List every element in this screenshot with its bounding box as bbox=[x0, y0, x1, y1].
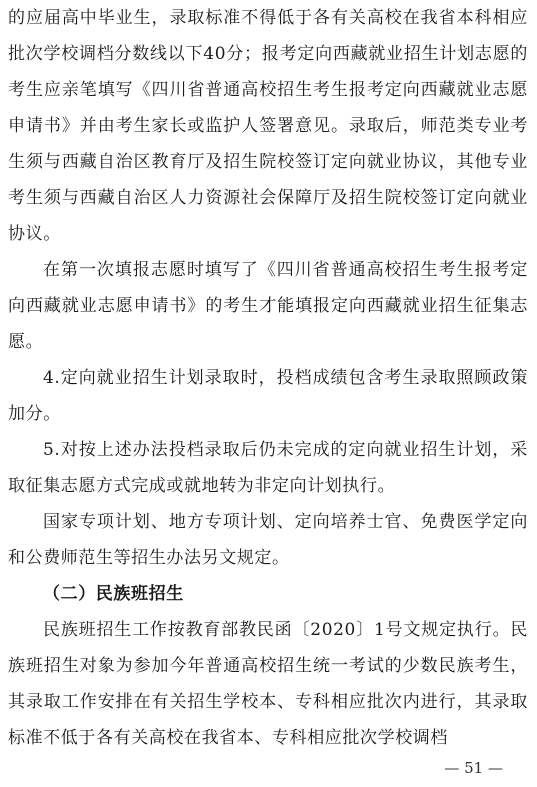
section-heading: （二）民族班招生 bbox=[43, 584, 184, 604]
paragraph-special-plans: 国家专项计划、地方专项计划、定向培养士官、免费医学定向和公费师范生等招生办法另文规定。 bbox=[8, 512, 528, 568]
paragraph-first-choice-note: 在第一次填报志愿时填写了《四川省普通高校招生考生报考定向西藏就业志愿申请书》的考生才能填报定向西藏就业招生征集志愿。 bbox=[8, 260, 528, 352]
paragraph-item-4: 4.定向就业招生计划录取时，投档成绩包含考生录取照顾政策加分。 bbox=[8, 368, 528, 424]
paragraph-continuation: 的应届高中毕业生，录取标准不得低于各有关高校在我省本科相应批次学校调档分数线以下40分；报考定向西藏就业招生计划志愿的考生应亲笔填写《四川省普通高校招生考生报考定向西藏就业志愿申请书》并由考生家长或监护人签署意见。录取后，师范类专业考生须与西藏自治区教育厅及招生院校签订定向就业协议，其他专业考生须与西藏自治区人力资源社会保障厅及招生院校签订定向就业协议。 bbox=[8, 8, 528, 244]
paragraph-item-5: 5.对按上述办法投档录取后仍未完成的定向就业招生计划，采取征集志愿方式完成或就地转为非定向计划执行。 bbox=[8, 440, 528, 496]
document-page bbox=[8, 0, 528, 756]
paragraph-ethnic-class: 民族班招生工作按教育部教民函〔2020〕1号文规定执行。民族班招生对象为参加今年普通高校招生统一考试的少数民族考生，其录取工作安排在有关招生学校本、专科相应批次内进行，其录取标准不低于各有关高校在我省本、专科相应批次学校调档 bbox=[8, 620, 528, 748]
page-number: — 51 — bbox=[444, 759, 503, 777]
